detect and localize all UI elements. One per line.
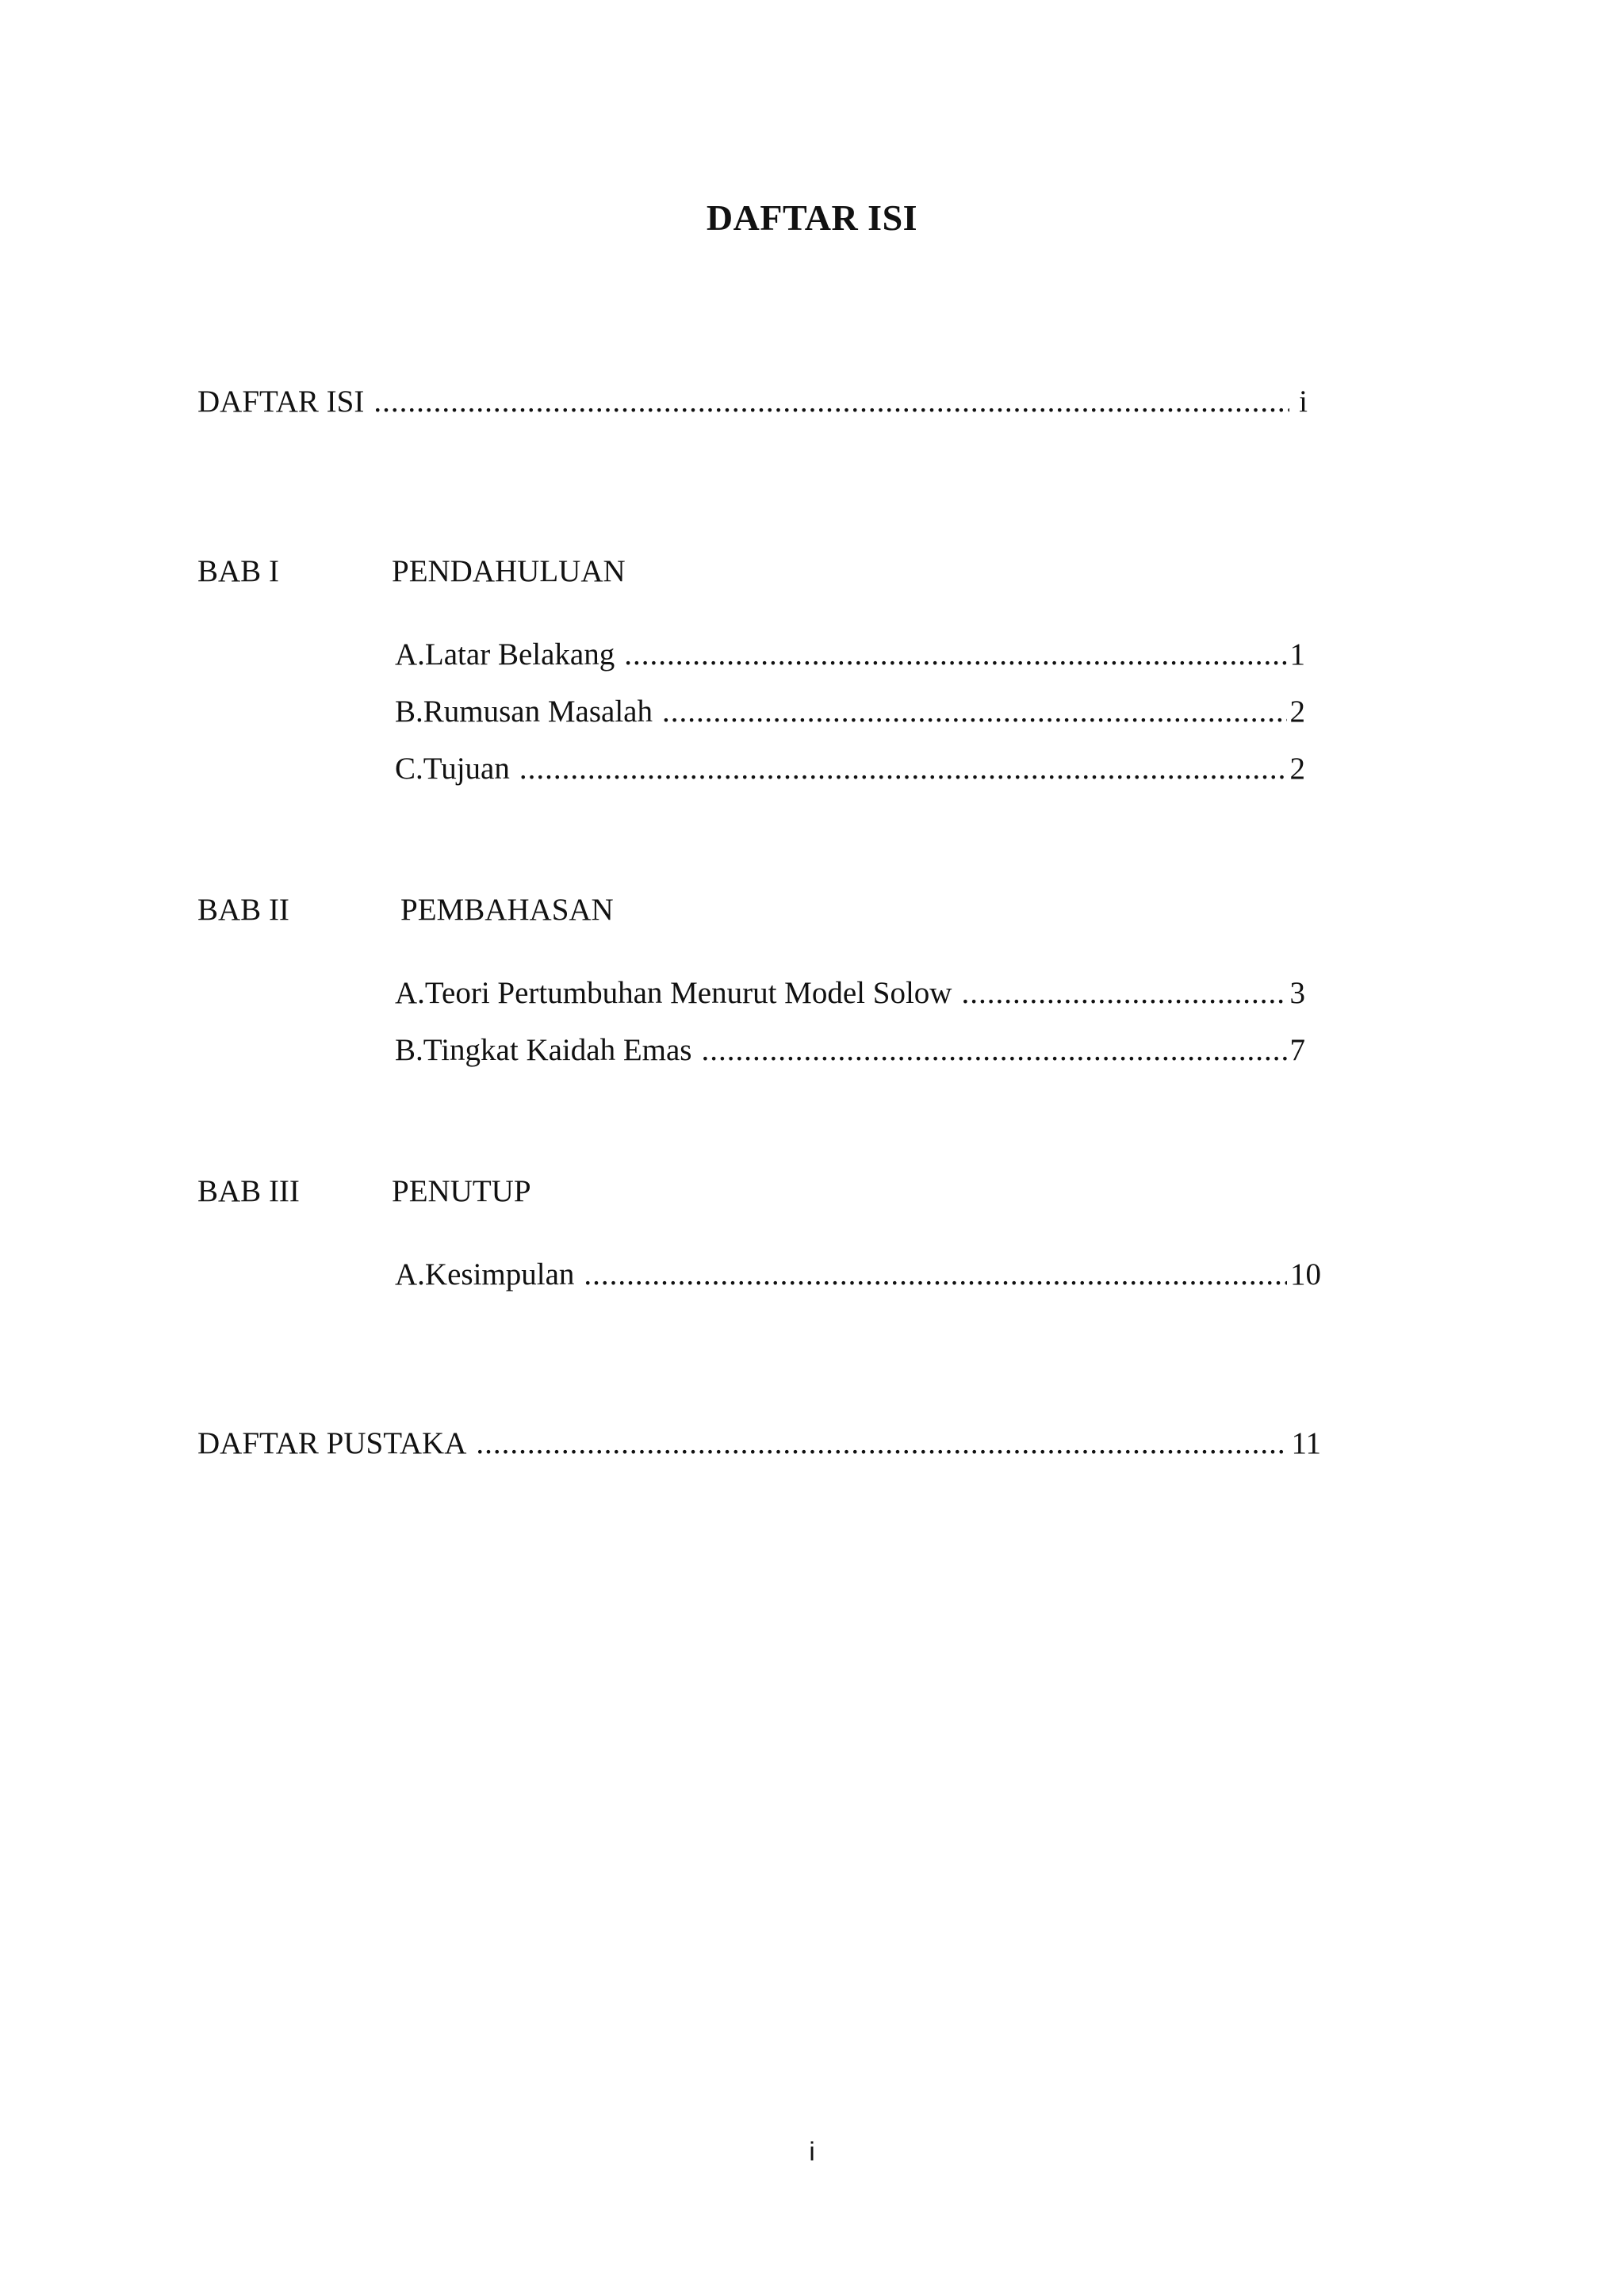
page-title: DAFTAR ISI: [706, 197, 918, 238]
toc-entry-section[interactable]: [395, 693, 1305, 731]
section-letter: A.: [395, 1257, 425, 1292]
leader-dots: [519, 750, 1287, 788]
leader-dots: [662, 693, 1287, 731]
toc-page-number: 2: [1289, 752, 1305, 786]
toc-page-number: 3: [1289, 976, 1305, 1010]
chapter-label: BAB I: [197, 554, 279, 588]
section-letter: B.: [395, 1033, 423, 1067]
toc-entry-label: DAFTAR ISI: [197, 385, 365, 419]
toc-page-number: 2: [1289, 695, 1305, 729]
toc-entry-section[interactable]: [395, 974, 1305, 1012]
leader-dots: [961, 974, 1286, 1012]
section-letter: A.: [395, 637, 425, 672]
toc-entry-section[interactable]: [395, 750, 1305, 788]
leader-dots: [701, 1031, 1286, 1070]
section-title: Tujuan: [423, 752, 510, 786]
chapter-title: PENDAHULUAN: [392, 554, 626, 588]
section-letter: C.: [395, 752, 423, 786]
toc-entry-daftar-pustaka[interactable]: [197, 1425, 1321, 1463]
toc-page-number: 7: [1289, 1033, 1305, 1067]
leader-dots: [476, 1425, 1288, 1463]
toc-entry-section[interactable]: [395, 1031, 1305, 1070]
toc-entry-section[interactable]: [395, 1256, 1321, 1294]
section-title: Rumusan Masalah: [423, 695, 653, 729]
toc-entry-daftar-isi[interactable]: [197, 383, 1308, 421]
leader-dots: [624, 636, 1286, 674]
leader-dots: [373, 383, 1289, 421]
section-title: Teori Pertumbuhan Menurut Model Solow: [424, 976, 952, 1010]
toc-entry-label: DAFTAR PUSTAKA: [197, 1426, 467, 1460]
toc-page-number: 11: [1291, 1426, 1321, 1460]
toc-page-number: i: [1299, 385, 1308, 419]
section-title: Tingkat Kaidah Emas: [423, 1033, 692, 1067]
section-letter: A.: [395, 976, 425, 1010]
section-letter: B.: [395, 695, 423, 729]
toc-entry-section[interactable]: [395, 636, 1305, 674]
toc-page-number: 10: [1290, 1257, 1321, 1292]
section-title: Latar Belakang: [424, 637, 615, 672]
leader-dots: [584, 1256, 1287, 1294]
page-footer-number: i: [809, 2137, 815, 2166]
chapter-label: BAB II: [197, 893, 289, 927]
section-title: Kesimpulan: [424, 1257, 575, 1292]
chapter-label: BAB III: [197, 1174, 300, 1208]
chapter-title: PENUTUP: [392, 1174, 531, 1208]
chapter-title: PEMBAHASAN: [400, 893, 614, 927]
toc-page-number: 1: [1289, 637, 1305, 672]
